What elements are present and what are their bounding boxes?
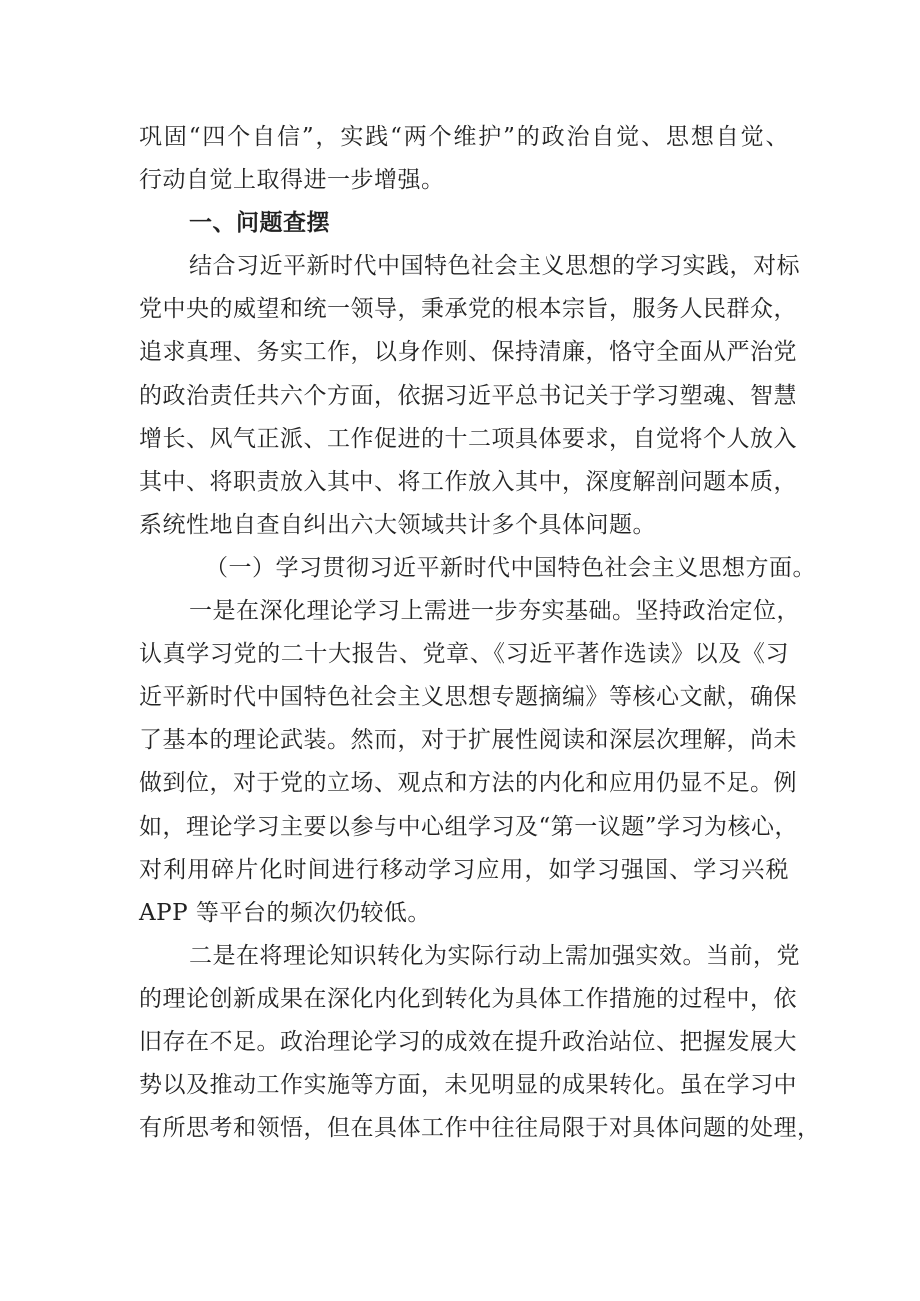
section-heading: 一、问题查摆 — [189, 210, 330, 237]
paragraph-line: 的理论创新成果在深化内化到转化为具体工作措施的过程中，依 — [139, 985, 797, 1012]
paragraph-line: 对利用碎片化时间进行移动学习应用，如学习强国、学习兴税 — [139, 856, 789, 883]
paragraph-line: APP 等平台的频次仍较低。 — [139, 899, 431, 926]
paragraph-line: 如，理论学习主要以参与中心组学习及“第一议题”学习为核心， — [139, 813, 799, 840]
paragraph-line: 近平新时代中国特色社会主义思想专题摘编》等核心文献，确保 — [139, 684, 797, 711]
paragraph-line: 认真学习党的二十大报告、党章、《习近平著作选读》以及《习 — [139, 641, 789, 668]
paragraph-line: 行动自觉上取得进一步增强。 — [139, 167, 445, 194]
paragraph-line: 势以及推动工作实施等方面，未见明显的成果转化。虽在学习中 — [139, 1072, 797, 1099]
paragraph-line: 系统性地自查自纠出六大领域共计多个具体问题。 — [139, 511, 656, 538]
paragraph-line: 其中、将职责放入其中、将工作放入其中，深度解剖问题本质， — [139, 468, 797, 495]
paragraph-line: 了基本的理论武装。然而，对于扩展性阅读和深层次理解，尚未 — [139, 727, 797, 754]
body-text — [139, 116, 821, 1150]
paragraph-line: 增长、风气正派、工作促进的十二项具体要求，自觉将个人放入 — [139, 425, 797, 452]
subsection-heading: （一）学习贯彻习近平新时代中国特色社会主义思想方面。 — [205, 554, 816, 581]
paragraph-line: 追求真理、务实工作，以身作则、保持清廉，恪守全面从严治党 — [139, 339, 797, 366]
paragraph-line: 一是在深化理论学习上需进一步夯实基础。坚持政治定位， — [189, 598, 800, 625]
paragraph-line: 旧存在不足。政治理论学习的成效在提升政治站位、把握发展大 — [139, 1028, 797, 1055]
paragraph-line: 有所思考和领悟，但在具体工作中往往局限于对具体问题的处理， — [139, 1115, 821, 1142]
paragraph-line: 结合习近平新时代中国特色社会主义思想的学习实践，对标 — [189, 253, 800, 280]
paragraph-line: 的政治责任共六个方面，依据习近平总书记关于学习塑魂、智慧 — [139, 382, 797, 409]
paragraph-line: 党中央的威望和统一领导，秉承党的根本宗旨，服务人民群众， — [139, 296, 797, 323]
paragraph-line: 二是在将理论知识转化为实际行动上需加强实效。当前，党 — [189, 942, 800, 969]
paragraph-line: 巩固“四个自信”，实践“两个维护”的政治自觉、思想自觉、 — [139, 124, 789, 150]
paragraph-line: 做到位，对于党的立场、观点和方法的内化和应用仍显不足。例 — [139, 770, 797, 797]
